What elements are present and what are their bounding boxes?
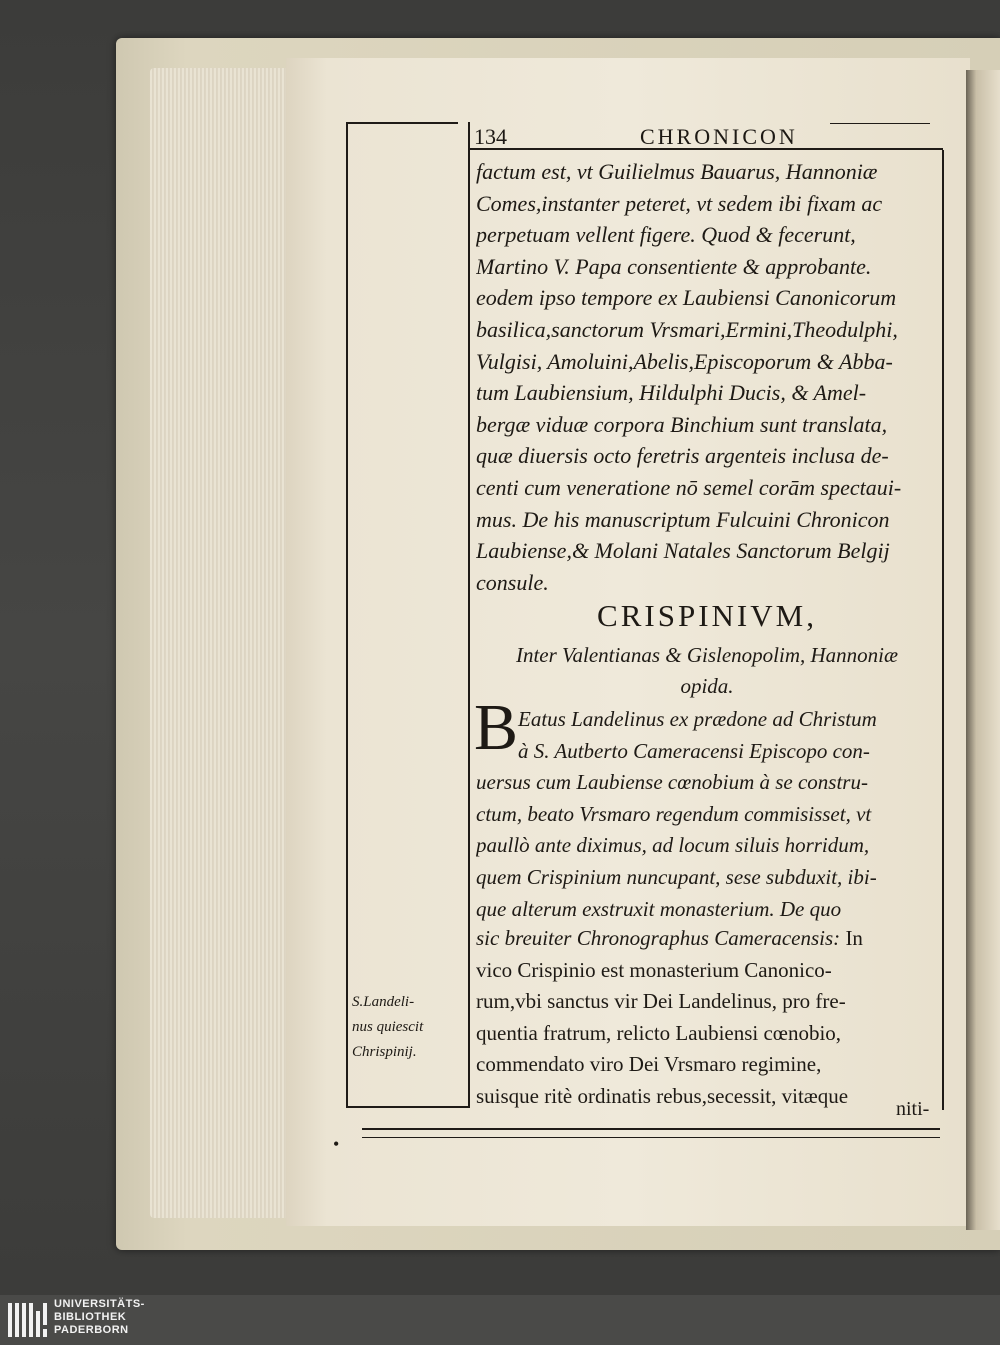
section-heading: CRISPINIVM, <box>597 598 817 633</box>
section-subheading <box>476 640 938 702</box>
margin-rule-right <box>468 122 470 1108</box>
ink-mark: • <box>333 1134 340 1154</box>
marginal-note-line: Chrispinij. <box>352 1044 417 1060</box>
subheading-line: Inter Valentianas & Gislenopolim, Hannoniæ <box>515 643 899 667</box>
running-head: CHRONICON <box>640 124 798 149</box>
text-line: que alterum exstruxit monasterium. De quo <box>476 896 842 921</box>
marginal-note-line: nus quiescit <box>352 1019 424 1035</box>
text-line <box>476 923 938 955</box>
drop-cap: B <box>474 691 519 764</box>
text-line: paullò ante diximus, ad locum siluis horridum, <box>476 833 870 858</box>
text-line: rum,vbi sanctus vir Dei Landelinus, pro fre- <box>476 989 846 1014</box>
text-line: commendato viro Dei Vrsmaro regimine, <box>476 1052 822 1077</box>
page-edges <box>150 68 290 1218</box>
text-line: mus. De his manuscriptum Fulcuini Chronicon <box>476 506 890 532</box>
text-line: Martino V. Papa consentiente & approbante. <box>476 253 872 279</box>
footer-rule <box>362 1128 940 1130</box>
text-line: factum est, vt Guilielmus Bauarus, Hannoniæ <box>476 159 878 184</box>
text-line: eodem ipso tempore ex Laubiensi Canonicorum <box>476 285 897 311</box>
text-rule-right <box>942 150 944 1110</box>
body-text-top <box>476 156 938 598</box>
marginal-note <box>352 990 464 1065</box>
text-line: basilica,sanctorum Vrsmari,Ermini,Theodulphi, <box>476 316 898 342</box>
footer-rule-secondary <box>362 1137 940 1138</box>
subheading-line: opida. <box>680 674 734 698</box>
marginal-note-line: S.Landeli- <box>352 994 415 1010</box>
text-segment-italic: sic breuiter Chronographus Cameracensis: <box>476 926 841 950</box>
margin-rule-top <box>346 122 458 124</box>
text-line: consule. <box>476 569 549 595</box>
footer-bar <box>0 1295 1000 1345</box>
logo-line: PADERBORN <box>54 1324 129 1336</box>
text-line: tum Laubiensium, Hildulphi Ducis, & Amel- <box>476 380 867 406</box>
logo-line: UNIVERSITÄTS- <box>54 1298 145 1310</box>
text-line: quentia fratrum, relicto Laubiensi cœnobio, <box>476 1020 842 1045</box>
text-line: perpetuam vellent figere. Quod & fecerunt, <box>476 222 856 248</box>
text-line: Laubiense,& Molani Natales Sanctorum Belgij <box>476 538 890 564</box>
text-line: Vulgisi, Amoluini,Abelis,Episcoporum & Abba- <box>476 348 893 374</box>
margin-rule-left <box>346 122 348 1108</box>
text-line: à S. Autberto Cameracensi Episcopo con- <box>518 738 870 763</box>
margin-rule-bottom <box>346 1106 470 1108</box>
text-segment-roman: In <box>840 926 863 950</box>
text-line: vico Crispinio est monasterium Canonico- <box>476 957 832 982</box>
text-line: quem Crispinium nuncupant, sese subduxit, ibi- <box>476 864 877 889</box>
body-text-section <box>476 704 938 925</box>
text-line: Comes,instanter peteret, vt sedem ibi fixam ac <box>476 190 883 216</box>
page-number: 134 <box>474 124 507 149</box>
text-line: uersus cum Laubiense cœnobium à se constru- <box>476 770 868 795</box>
text-line: bergæ viduæ corpora Binchium sunt translata, <box>476 411 888 437</box>
text-line: Eatus Landelinus ex prædone ad Christum <box>518 707 877 731</box>
library-logo-text <box>54 1298 145 1337</box>
text-line: centi cum veneratione nō semel corām spectaui- <box>476 474 902 500</box>
text-line: ctum, beato Vrsmaro regendum commisisset, vt <box>476 801 872 826</box>
text-line: quæ diuersis octo feretris argenteis inclusa de- <box>476 443 889 469</box>
header-rule-top <box>830 123 930 124</box>
facing-page-edge <box>966 70 1000 1230</box>
catchword: niti- <box>896 1098 930 1120</box>
body-text-quotation <box>476 923 938 1113</box>
text-line: suisque ritè ordinatis rebus,secessit, vitæque <box>476 1083 849 1108</box>
logo-line: BIBLIOTHEK <box>54 1311 127 1323</box>
library-logo-icon <box>8 1297 48 1339</box>
